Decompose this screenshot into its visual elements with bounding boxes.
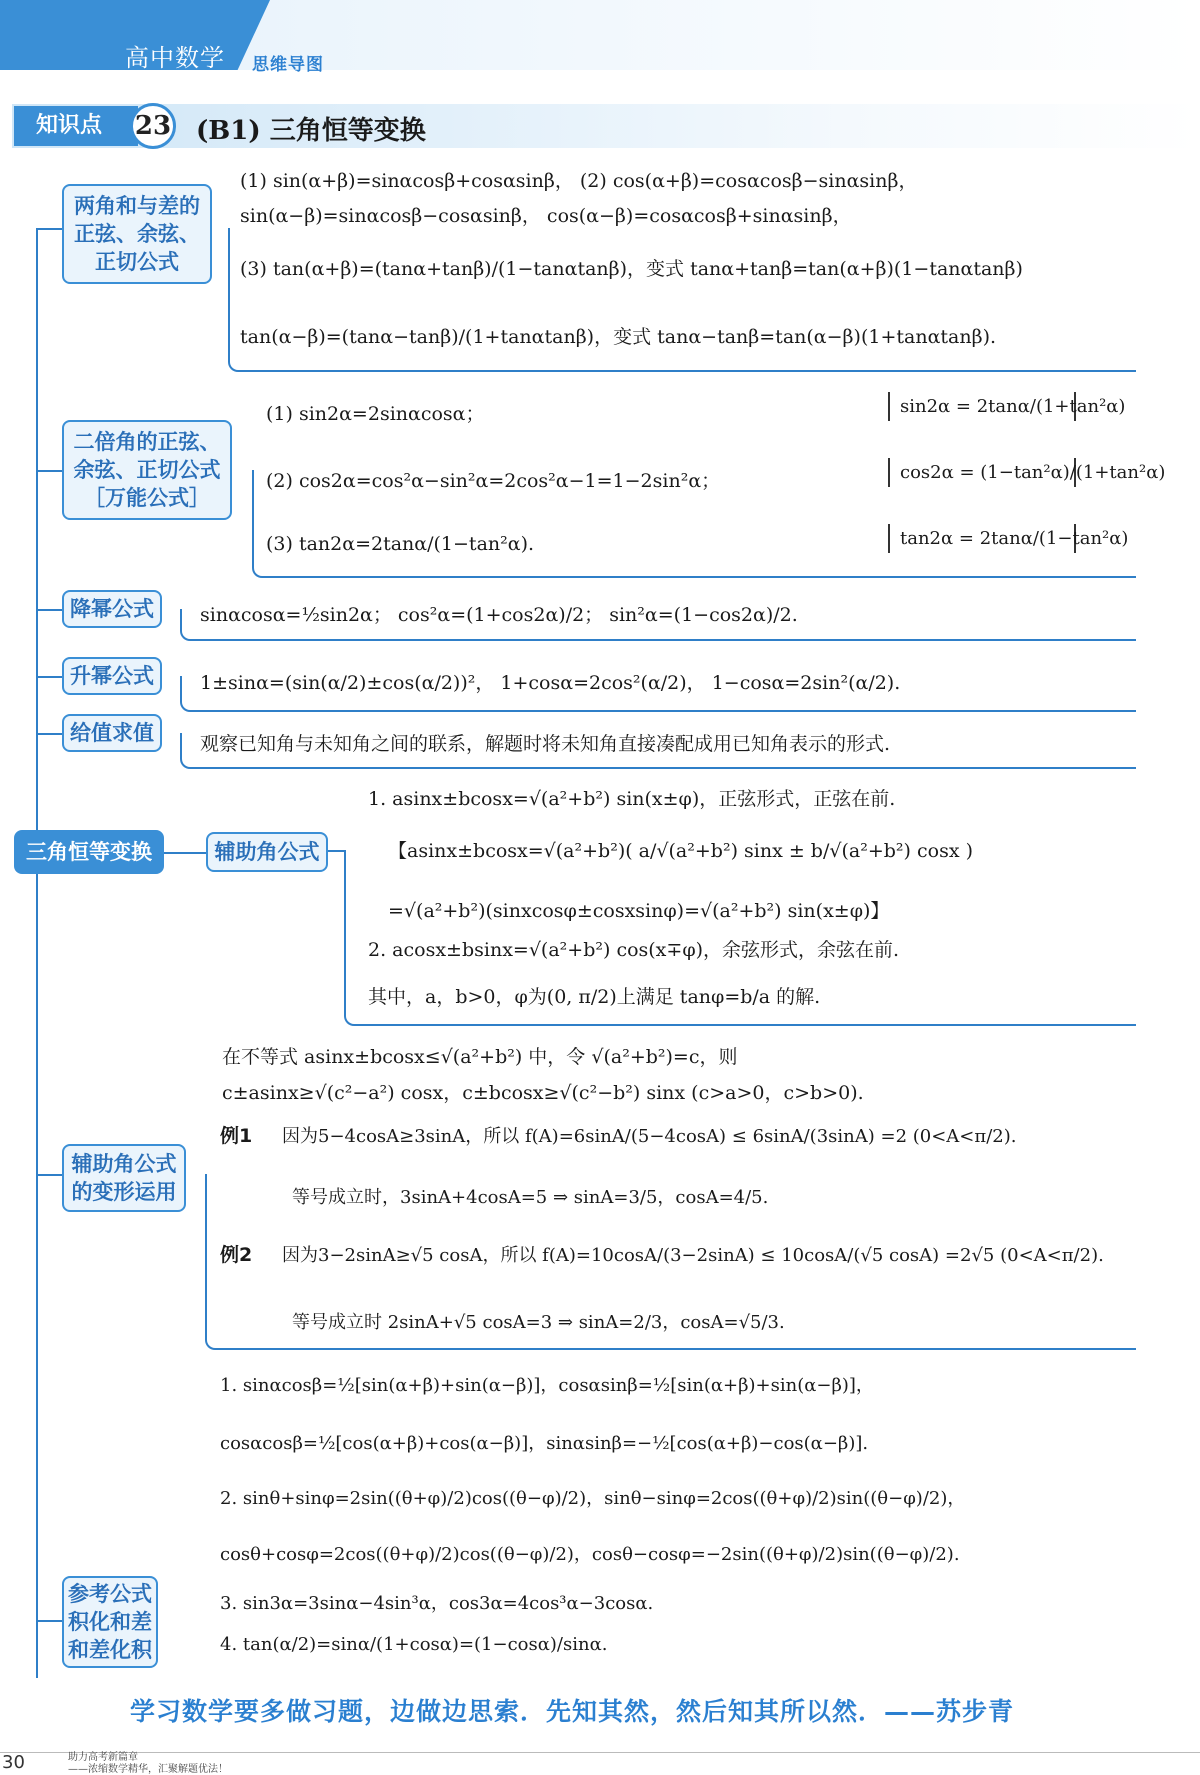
- node-power-up: 升幂公式: [62, 657, 162, 695]
- node-reference: 参考公式积化和差和差化积: [62, 1576, 158, 1668]
- sumdiff-line-4: tan(α−β)=(tanα−tanβ)/(1+tanαtanβ)，变式 tanα−tanβ=tan(α−β)(1+tanαtanβ).: [240, 326, 997, 348]
- footer-note-2: ——浓缩数学精华，汇聚解题优法！: [68, 1764, 228, 1775]
- ex2-line-1: 因为3−2sinA≥√5 cosA，所以 f(A)=10cosA/(3−2sinA) ≤ 10cosA/(√5 cosA) =2√5 (0<A<π/2).: [282, 1245, 1104, 1266]
- aux-to-bracket: [328, 850, 346, 852]
- ref-line-2: cosαcosβ=½[cos(α+β)+cos(α−β)]，sinαsinβ=−½[cos(α+β)−cos(α−β)].: [220, 1433, 869, 1454]
- universal-cos2a: cos2α = (1−tan²α)/(1+tan²α): [888, 458, 1076, 487]
- spine-to-powerdown: [36, 609, 62, 611]
- bracket-sumdiff: [228, 228, 1136, 372]
- ex1-tag-text: 例1: [220, 1125, 253, 1147]
- auxt-line-1: 在不等式 asinx±bcosx≤√(a²+b²) 中，令 √(a²+b²)=c，则: [222, 1046, 738, 1068]
- double-line-2: (2) cos2α=cos²α−sin²α=2cos²α−1=1−2sin²α；: [266, 470, 721, 492]
- ref-line-4: cosθ+cosφ=2cos((θ+φ)/2)cos((θ−φ)/2)，cosθ−cosφ=−2sin((θ+φ)/2)sin((θ−φ)/2).: [220, 1544, 960, 1565]
- quote: 学习数学要多做习题，边做边思索．先知其然，然后知其所以然．——苏步青: [130, 1697, 1015, 1726]
- footer-note-1: 助力高考新篇章: [68, 1752, 138, 1763]
- sumdiff-line-3: (3) tan(α+β)=(tanα+tanβ)/(1−tanαtanβ)，变式 tanα+tanβ=tan(α+β)(1−tanαtanβ): [240, 258, 1023, 280]
- spine-to-reference: [36, 1620, 62, 1622]
- spine-to-auxtransform: [36, 1174, 62, 1176]
- universal-sin2a: sin2α = 2tanα/(1+tan²α): [888, 392, 1076, 421]
- footer-note: [68, 1752, 228, 1775]
- aux-line-2: 【asinx±bcosx=√(a²+b²)( a/√(a²+b²) sinx ± b/√(a²+b²) cosx ): [388, 840, 973, 862]
- ex2-tag: [220, 1240, 252, 1267]
- sumdiff-line-1: (1) sin(α+β)=sinαcosβ+cosαsinβ， (2) cos(α+β)=cosαcosβ−sinαsinβ，: [240, 170, 918, 192]
- root-node: 三角恒等变换: [14, 830, 164, 874]
- topic-label: 知识点: [14, 106, 138, 146]
- root-to-aux: [164, 852, 206, 854]
- ref-line-5: 3. sin3α=3sinα−4sin³α，cos3α=4cos³α−3cosα.: [220, 1593, 654, 1614]
- power-down-formula: sinαcosα=½sin2α； cos²α=(1+cos2α)/2； sin²α=(1−cos2α)/2.: [200, 604, 798, 626]
- spine-to-givenvalue: [36, 733, 62, 735]
- aux-line-5: 其中，a，b>0，φ为(0, π/2)上满足 tanφ=b/a 的解.: [368, 986, 821, 1008]
- ex2-line-2: 等号成立时 2sinA+√5 cosA=3 ⇒ sinA=2/3，cosA=√5/3.: [292, 1312, 785, 1333]
- node-power-down: 降幂公式: [62, 590, 162, 628]
- node-sum-diff: 两角和与差的正弦、余弦、正切公式: [62, 184, 212, 284]
- double-line-3: (3) tan2α=2tanα/(1−tan²α).: [266, 533, 535, 555]
- tree-spine: [36, 228, 38, 1678]
- ref-line-3: 2. sinθ+sinφ=2sin((θ+φ)/2)cos((θ−φ)/2)，sinθ−sinφ=2cos((θ+φ)/2)sin((θ−φ)/2)，: [220, 1488, 966, 1509]
- node-double-angle: 二倍角的正弦、余弦、正切公式［万能公式］: [62, 420, 232, 520]
- node-given-value: 给值求值: [62, 714, 162, 752]
- page-number: 30: [2, 1752, 25, 1773]
- ref-line-6: 4. tan(α/2)=sinα/(1+cosα)=(1−cosα)/sinα.: [220, 1634, 608, 1655]
- ex2-tag-text: 例2: [220, 1244, 253, 1266]
- node-aux-angle: 辅助角公式: [206, 832, 328, 872]
- header-subject: 高中数学: [125, 44, 225, 72]
- aux-line-1: 1. asinx±bcosx=√(a²+b²) sin(x±φ)，正弦形式，正弦在前.: [368, 788, 896, 810]
- topic-number: 23: [130, 103, 176, 149]
- ref-line-1: 1. sinαcosβ=½[sin(α+β)+sin(α−β)]，cosαsinβ=½[sin(α+β)+sin(α−β)]，: [220, 1375, 874, 1396]
- aux-line-4: 2. acosx±bsinx=√(a²+b²) cos(x∓φ)，余弦形式，余弦在前.: [368, 939, 900, 961]
- topic-title: (B1) 三角恒等变换: [196, 116, 426, 146]
- node-aux-transform: 辅助角公式的变形运用: [62, 1144, 186, 1212]
- ex1-tag: [220, 1121, 252, 1148]
- universal-tan2a: tan2α = 2tanα/(1−tan²α): [888, 524, 1076, 553]
- header-gradient: [230, 0, 1200, 70]
- ex1-line-1: 因为5−4cosA≥3sinA，所以 f(A)=6sinA/(5−4cosA) ≤ 6sinA/(3sinA) =2 (0<A<π/2).: [282, 1126, 1017, 1147]
- double-line-1: (1) sin2α=2sinαcosα；: [266, 403, 485, 425]
- power-up-formula: 1±sinα=(sin(α/2)±cos(α/2))²， 1+cosα=2cos²(α/2)， 1−cosα=2sin²(α/2).: [200, 672, 901, 694]
- aux-line-3: =√(a²+b²)(sinxcosφ±cosxsinφ)=√(a²+b²) sin(x±φ)】: [388, 900, 890, 922]
- given-value-text: 观察已知角与未知角之间的联系，解题时将未知角直接凑配成用已知角表示的形式.: [200, 733, 891, 755]
- ex1-line-2: 等号成立时，3sinA+4cosA=5 ⇒ sinA=3/5，cosA=4/5.: [292, 1187, 769, 1208]
- sumdiff-line-2: sin(α−β)=sinαcosβ−cosαsinβ， cos(α−β)=cosαcosβ+sinαsinβ，: [240, 205, 852, 227]
- spine-to-sumdiff: [36, 228, 62, 230]
- topic-band: [12, 104, 1200, 148]
- spine-to-double: [36, 470, 62, 472]
- spine-to-powerup: [36, 676, 62, 678]
- header-badge: 思维导图: [252, 55, 324, 75]
- auxt-line-2: c±asinx≥√(c²−a²) cosx，c±bcosx≥√(c²−b²) sinx (c>a>0，c>b>0).: [222, 1082, 864, 1104]
